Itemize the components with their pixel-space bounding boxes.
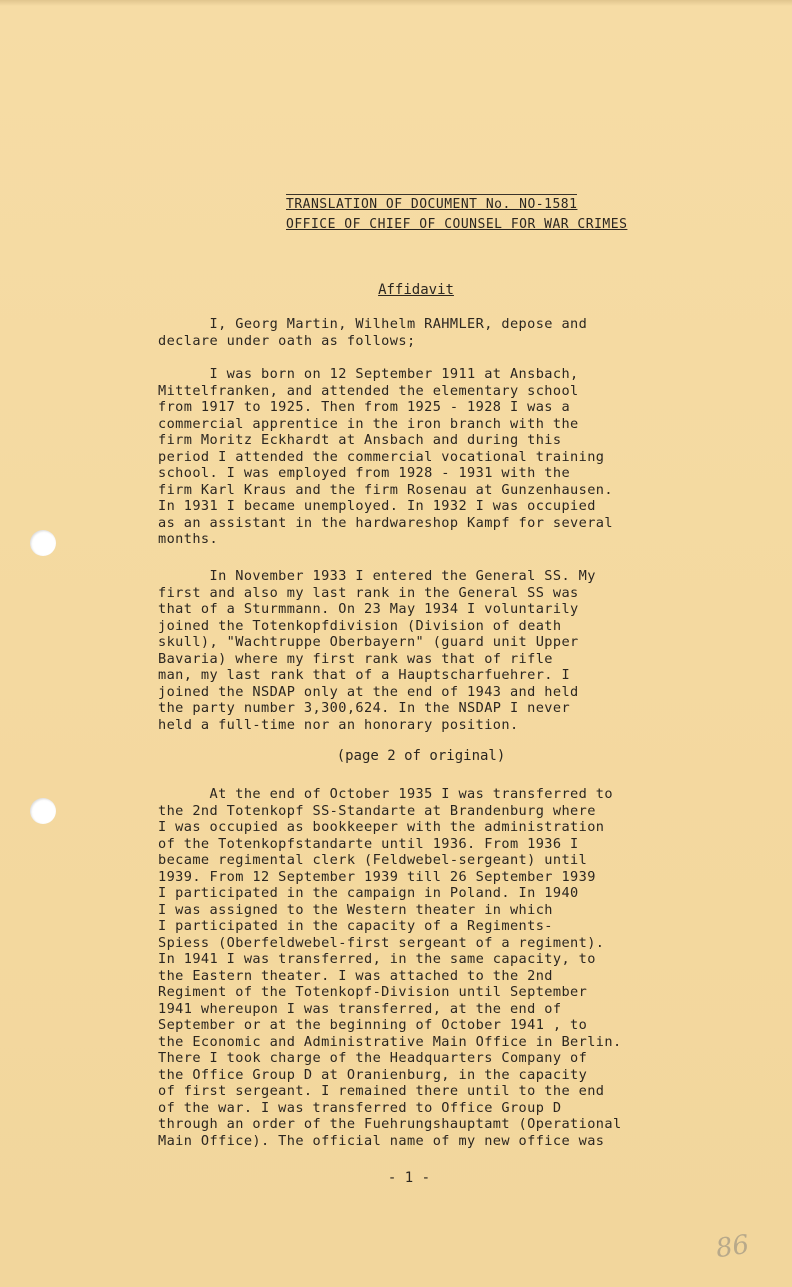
handwritten-note: 86 [714, 1229, 752, 1265]
paragraph-transfers: At the end of October 1935 I was transferred to the 2nd Totenkopf SS-Standarte at Brandenburg where I was occupied as bookkeeper with the administration of the Totenkopfstandarte until 1936. From 1936 I became regimental clerk (Feldwebel-sergeant) until 1939. From 12 September 1939 till 26 September 1939 I participated in the campaign in Poland. In 1940 I was assigned to the Western theater in which I participated in the capacity of a Regiments- Spiess (Oberfeldwebel-first sergeant of a regiment). In 1941 I was transferred, in the same capacity, to the Eastern theater. I was attached to the 2nd Regiment of the Totenkopf-Division until September 1941 whereupon I was transferred, at the end of September or at the beginning of October 1941 , to the Economic and Administrative Main Office in Berlin. There I took charge of the Headquarters Company of the Office Group D at Oranienburg, in the capacity of first sergeant. I remained there until to the end of the war. I was transferred to Office Group D through an order of the Fuehrungshauptamt (Operational Main Office). The official name of my new office was [158, 786, 622, 1149]
punch-hole [30, 798, 56, 824]
document-header [286, 194, 716, 235]
header-translation-line: TRANSLATION OF DOCUMENT No. NO-1581 [286, 194, 577, 215]
paragraph-biography: I was born on 12 September 1911 at Ansbach, Mittelfranken, and attended the elementary school from 1917 to 1925. Then from 1925 - 1928 I was a commercial apprentice in the iron branch with the firm Moritz Eckhardt at Ansbach and during this period I attended the commercial vocational training school. I was employed from 1928 - 1931 with the firm Karl Kraus and the firm Rosenau at Gunzenhausen. In 1931 I became unemployed. In 1932 I was occupied as an assistant in the hardwareshop Kampf for several months. [158, 366, 613, 547]
punch-hole [30, 530, 56, 556]
page-top-edge [0, 0, 792, 6]
header-office-line: OFFICE OF CHIEF OF COUNSEL FOR WAR CRIMES [286, 217, 628, 232]
document-title: Affidavit [378, 282, 454, 298]
page-number: - 1 - [387, 1170, 431, 1186]
page-note: (page 2 of original) [336, 748, 506, 764]
paragraph-declaration: I, Georg Martin, Wilhelm RAHMLER, depose and declare under oath as follows; [158, 316, 588, 349]
paragraph-ss-service: In November 1933 I entered the General SS. My first and also my last rank in the General SS was that of a Sturmmann. On 23 May 1934 I voluntarily joined the Totenkopfdivision (Division of death skull), "Wachtruppe Oberbayern" (guard unit Upper Bavaria) where my first rank was that of rifle man, my last rank that of a Hauptscharfuehrer. I joined the NSDAP only at the end of 1943 and held the party number 3,300,624. In the NSDAP I never held a full-time nor an honorary position. [158, 568, 596, 733]
